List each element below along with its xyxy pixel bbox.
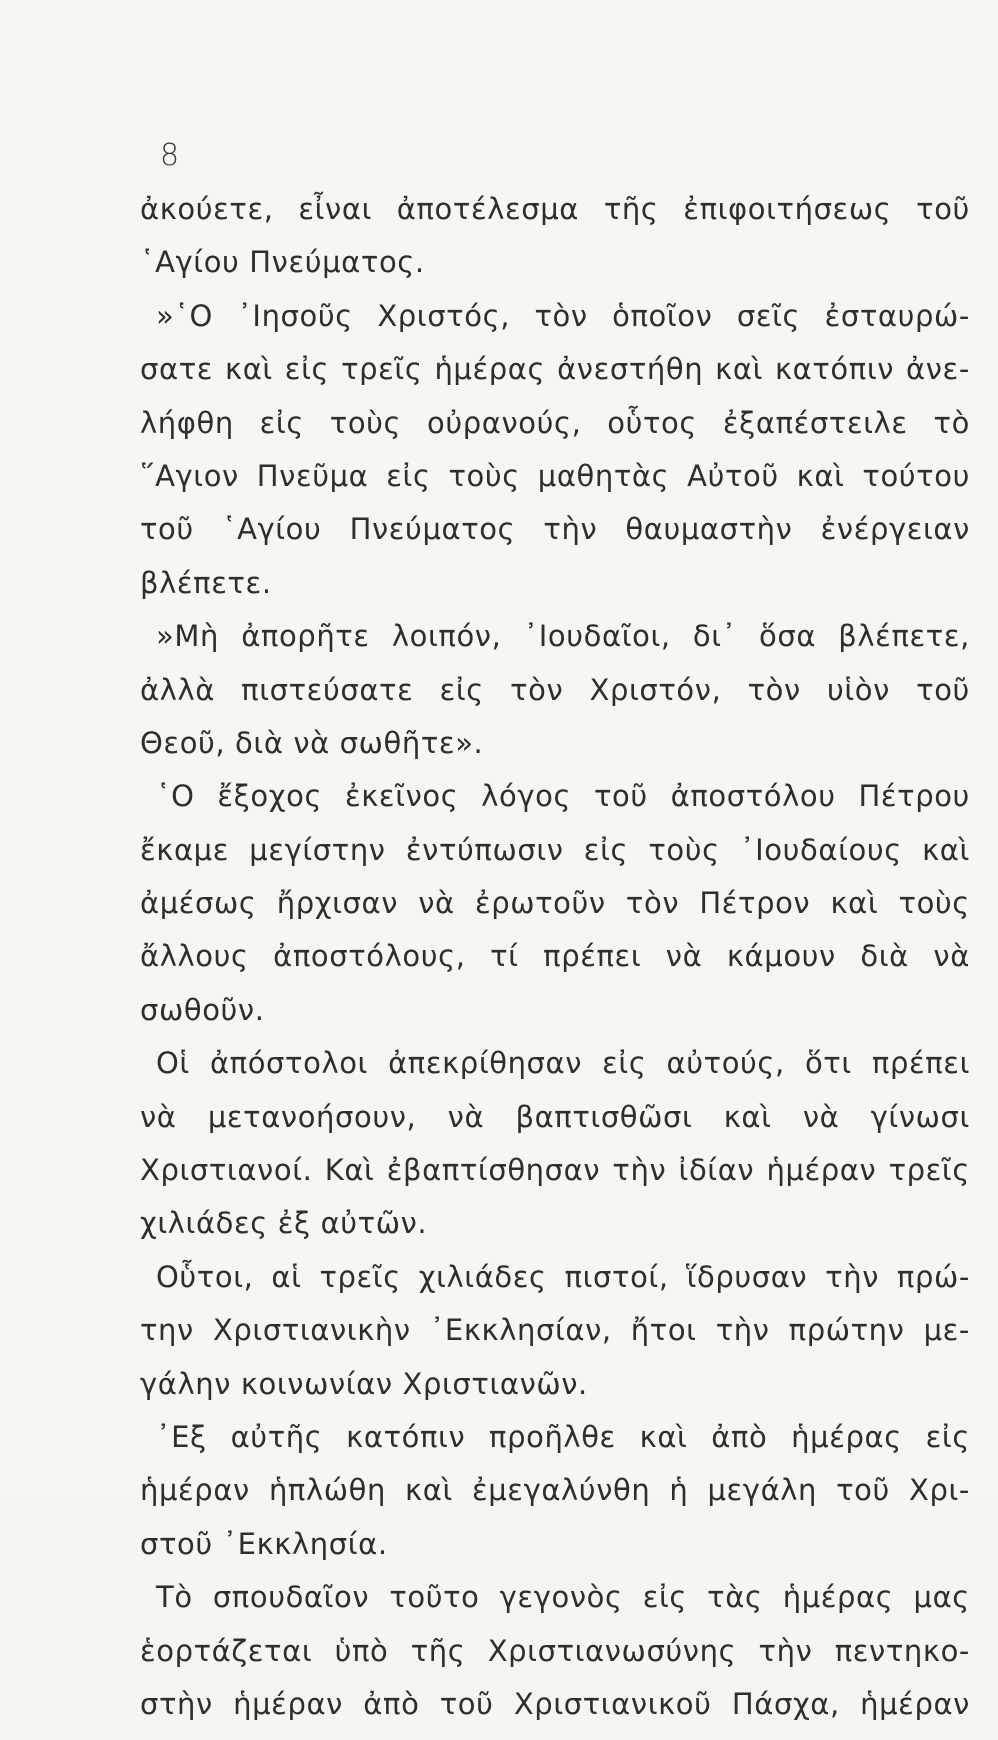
text-line xyxy=(140,512,970,565)
word: ἡμέραν xyxy=(860,1686,970,1721)
word: ἐντύπωσιν xyxy=(405,832,564,867)
word: ἤρχισαν xyxy=(276,886,398,921)
word: ἔξοχος xyxy=(217,779,323,814)
text-line-content xyxy=(156,1420,970,1454)
text-line-content xyxy=(140,1100,970,1134)
word: υἱὸν xyxy=(827,672,890,707)
word: καὶ xyxy=(922,832,970,867)
word: μαθητὰς xyxy=(537,458,670,493)
word: εἰς xyxy=(642,1580,688,1615)
word: τὸν xyxy=(510,672,564,707)
text-line xyxy=(140,192,970,245)
word: λοιπόν, xyxy=(391,619,502,654)
text-line-content xyxy=(140,192,970,226)
text-line-content xyxy=(140,939,970,973)
word: δι᾿ xyxy=(692,619,737,654)
word: Χριστός, xyxy=(377,298,511,333)
text-line xyxy=(140,1473,970,1526)
word: καὶ xyxy=(830,886,879,921)
word: τοῦ xyxy=(836,1473,890,1508)
text-line-content xyxy=(140,673,970,707)
word: ἐβαπτίσθησαν xyxy=(386,1153,601,1188)
word: ἡ xyxy=(669,1473,689,1508)
word: Τὸ xyxy=(156,1580,193,1615)
word: αὐτούς, xyxy=(666,1046,785,1081)
word: ἔκαμε xyxy=(140,832,230,867)
word: προῆλθε xyxy=(489,1419,616,1454)
word: τῆς xyxy=(410,1633,466,1668)
word: τοῦ xyxy=(916,672,970,707)
word: ᾿Εκκλησίαν, xyxy=(429,1313,612,1348)
word: ἐκεῖνος xyxy=(344,779,459,814)
word: θαυμαστὴν xyxy=(625,512,793,547)
word: Οὗτοι, xyxy=(156,1259,254,1294)
text-line xyxy=(140,833,970,886)
word: αὐτῆς xyxy=(230,1419,323,1454)
word: βαπτισθῶσι xyxy=(515,1099,693,1134)
text-line xyxy=(140,1206,970,1259)
word: ἑορτάζεται xyxy=(140,1633,313,1668)
text-line xyxy=(140,299,970,352)
word: τρεῖς xyxy=(319,1259,401,1294)
word: ἀπόστολοι xyxy=(209,1046,368,1081)
text-line xyxy=(140,1634,970,1687)
word: διὰ xyxy=(860,939,909,974)
word: σπουδαῖον xyxy=(212,1580,370,1615)
word: Χρι- xyxy=(909,1473,970,1508)
text-line-content xyxy=(140,406,970,440)
word: »῾Ο xyxy=(156,298,213,333)
word: σεῖς xyxy=(736,298,801,333)
word: ἀποστόλου xyxy=(670,779,836,814)
word: ἐπιφοιτήσεως xyxy=(683,192,892,226)
text-line xyxy=(140,1580,970,1633)
body-text xyxy=(140,192,970,1740)
text-line xyxy=(140,619,970,672)
word: πρώτην xyxy=(788,1313,905,1348)
word: τὰς xyxy=(707,1580,763,1615)
text-line-content xyxy=(140,1153,970,1187)
word: τοὺς xyxy=(898,886,970,921)
word: ἡμέραν xyxy=(766,1153,877,1188)
word: νὰ xyxy=(418,886,455,921)
word: Αὐτοῦ xyxy=(687,458,779,493)
word: τοῦ xyxy=(140,512,194,547)
word: καὶ xyxy=(715,352,763,387)
word: μεγίστην xyxy=(249,832,386,867)
word: Οἱ xyxy=(156,1046,190,1081)
text-line-content: χιλιάδες ἐξ αὐτῶν. xyxy=(140,1206,428,1241)
word: ἰδίαν xyxy=(678,1153,755,1188)
word: τὸν xyxy=(625,886,680,921)
word: τοὺς xyxy=(648,832,720,867)
text-line xyxy=(140,245,970,298)
word: τὸν xyxy=(747,672,801,707)
word: τοῦ xyxy=(593,779,648,814)
word: Χριστιανωσύνης xyxy=(487,1633,737,1668)
word: τὴν xyxy=(825,1259,879,1294)
text-line-content xyxy=(140,459,970,493)
word: ἤτοι xyxy=(630,1313,697,1348)
word: πεντηκο- xyxy=(834,1633,970,1668)
text-line-content xyxy=(156,299,970,333)
text-line xyxy=(140,1527,970,1580)
word: νὰ xyxy=(933,939,970,974)
word: πρέπει xyxy=(543,939,642,974)
word: εἰς xyxy=(925,1419,970,1454)
word: ἀποστόλους, xyxy=(273,939,466,974)
text-line-content xyxy=(140,1473,970,1507)
word: καὶ xyxy=(225,352,273,387)
word: αἱ xyxy=(271,1259,302,1294)
word: τοῦ xyxy=(439,1686,494,1721)
word: ἐμεγαλύνθη xyxy=(471,1473,651,1508)
word: εἶναι xyxy=(298,192,372,226)
text-line-content xyxy=(140,833,970,867)
word: καὶ xyxy=(796,458,845,493)
word: ἡμέρας xyxy=(434,352,546,387)
word: ἀπὸ xyxy=(711,1419,768,1454)
word: γίνωσι xyxy=(870,1099,970,1134)
text-line xyxy=(140,1046,970,1099)
word: ὁποῖον xyxy=(612,298,713,333)
word: ᾿Ιουδαίους xyxy=(740,832,902,867)
word: ῞Αγιον xyxy=(140,458,239,493)
word: τί xyxy=(490,939,519,974)
word: την xyxy=(140,1313,194,1348)
text-line-content xyxy=(156,1580,970,1614)
word: μεγάλη xyxy=(707,1473,818,1508)
word: καὶ xyxy=(405,1473,453,1508)
word: στὴν xyxy=(140,1686,213,1721)
text-line xyxy=(140,1100,970,1153)
word: τοὺς xyxy=(329,405,402,440)
word: τρεῖς xyxy=(888,1153,970,1188)
word: ἀμέσως xyxy=(140,886,257,921)
text-line xyxy=(140,1153,970,1206)
word: λόγος xyxy=(481,779,572,814)
word: εἰς xyxy=(583,832,629,867)
word: ἡπλώθη xyxy=(268,1473,386,1508)
word: πιστοί, xyxy=(564,1259,669,1294)
word: λήφθη xyxy=(140,405,234,440)
word: οὐρανούς, xyxy=(427,405,582,440)
word: ἀπὸ xyxy=(363,1686,420,1721)
word: καὶ xyxy=(723,1099,772,1134)
word: Πέτρου xyxy=(858,779,970,814)
word: κατόπιν xyxy=(774,352,895,387)
word: πρέπει xyxy=(871,1046,970,1081)
word: τὸ xyxy=(933,405,970,440)
text-line-content: Θεοῦ, διὰ νὰ σωθῆτε». xyxy=(140,725,484,760)
word: καὶ xyxy=(639,1419,688,1454)
text-line-content xyxy=(156,1046,970,1080)
word: ῾Ο xyxy=(156,779,195,814)
word: ἀποτέλεσμα xyxy=(396,192,580,226)
text-line xyxy=(140,459,970,512)
word: εἰς xyxy=(386,458,431,493)
word: ᾿Ιησοῦς xyxy=(237,298,353,333)
word: νὰ xyxy=(140,1099,177,1134)
text-line xyxy=(140,1313,970,1366)
page-number: 8 xyxy=(160,138,180,173)
word: τρεῖς xyxy=(341,352,423,387)
text-line xyxy=(140,406,970,459)
word: ὑπὸ xyxy=(334,1633,389,1668)
word: εἰς xyxy=(602,1046,647,1081)
text-line xyxy=(140,939,970,992)
text-line xyxy=(140,726,970,779)
word: χιλιάδες xyxy=(418,1259,547,1294)
word: εἰς xyxy=(439,672,484,707)
text-line-content xyxy=(156,779,970,813)
word: κάμουν xyxy=(726,939,836,974)
text-line-content xyxy=(140,886,970,920)
word: βλέπετε, xyxy=(838,619,970,654)
word: ἡμέραν xyxy=(140,1473,250,1508)
text-line xyxy=(140,886,970,939)
word: ᾿Ιουδαῖοι, xyxy=(523,619,671,654)
word: ἐνέργειαν xyxy=(820,512,970,547)
text-line-content xyxy=(156,619,970,653)
word: ἡμέρας xyxy=(782,1580,894,1615)
word: Πάσχα, xyxy=(731,1686,840,1721)
text-line-content: σωθοῦν. xyxy=(140,992,265,1027)
word: γεγονὸς xyxy=(499,1580,623,1615)
text-line xyxy=(140,352,970,405)
word: τὴν xyxy=(543,512,598,547)
word: οὗτος xyxy=(607,405,697,440)
word: νὰ xyxy=(447,1099,485,1134)
text-line-content xyxy=(140,512,970,546)
text-line xyxy=(140,993,970,1046)
text-line xyxy=(140,1420,970,1473)
word: εἰς xyxy=(284,352,330,387)
text-line-content: ῾Αγίου Πνεύματος. xyxy=(140,245,425,280)
word: νὰ xyxy=(802,1099,840,1134)
word: Χριστιανικὴν xyxy=(212,1313,411,1348)
word: ἀνε- xyxy=(906,352,970,387)
word: κατόπιν xyxy=(346,1419,466,1454)
word: ἀπεκρίθησαν xyxy=(388,1046,583,1081)
word: μας xyxy=(913,1580,970,1615)
word: εἰς xyxy=(259,405,304,440)
word: Καὶ xyxy=(324,1153,375,1188)
text-line-content xyxy=(140,1634,970,1668)
word: μετανοήσουν, xyxy=(207,1099,417,1134)
text-line-content xyxy=(140,1687,970,1721)
text-line-content xyxy=(140,1313,970,1347)
text-line xyxy=(140,1367,970,1420)
word: Πνεῦμα xyxy=(256,458,369,493)
word: ἵδρυσαν xyxy=(686,1259,808,1294)
word: ἐρωτοῦν xyxy=(474,886,606,921)
word: ἀνεστήθη xyxy=(557,352,704,387)
word: τὴν xyxy=(715,1313,770,1348)
word: ἀκούετε, xyxy=(140,192,274,226)
text-line xyxy=(140,779,970,832)
text-line xyxy=(140,1687,970,1740)
word: Χριστιανικοῦ xyxy=(513,1686,712,1721)
word: Χριστόν, xyxy=(589,672,722,707)
text-line xyxy=(140,1260,970,1313)
word: ὅτι xyxy=(804,1046,852,1081)
word: τὴν xyxy=(758,1633,813,1668)
text-line-content: γάλην κοινωνίαν Χριστιανῶν. xyxy=(140,1366,588,1401)
word: ὅσα xyxy=(759,619,817,654)
text-line xyxy=(140,673,970,726)
word: τοὺς xyxy=(448,458,520,493)
text-line-content: βλέπετε. xyxy=(140,565,272,600)
word: ἡμέραν xyxy=(233,1686,343,1721)
word: »Μὴ xyxy=(156,619,219,654)
word: ἀλλὰ xyxy=(140,672,215,707)
word: τὸν xyxy=(534,298,588,333)
word: τῆς xyxy=(603,192,659,226)
word: ἄλλους xyxy=(140,939,249,974)
text-line-content xyxy=(156,1260,970,1294)
word: με- xyxy=(923,1313,970,1348)
word: πιστεύσατε xyxy=(241,672,414,707)
text-line-content xyxy=(140,352,970,386)
word: Χριστιανοί. xyxy=(140,1153,313,1188)
word: Πέτρον xyxy=(699,886,811,921)
word: Πνεύματος xyxy=(349,512,516,547)
word: ἀπορῆτε xyxy=(241,619,370,654)
word: σατε xyxy=(140,352,214,387)
word: νὰ xyxy=(665,939,703,974)
text-line xyxy=(140,566,970,619)
word: τούτου xyxy=(862,458,970,493)
word: πρώ- xyxy=(896,1259,970,1294)
word: ᾿Εξ xyxy=(156,1419,207,1454)
text-line-content: στοῦ ᾿Εκκλησία. xyxy=(140,1526,388,1561)
word: τοῦτο xyxy=(389,1580,480,1615)
word: ἐξαπέστειλε xyxy=(722,405,908,440)
word: ἡμέρας xyxy=(791,1419,902,1454)
word: ἐσταυρώ- xyxy=(824,298,970,333)
word: τὴν xyxy=(612,1153,667,1188)
word: τοῦ xyxy=(916,192,970,226)
word: ῾Αγίου xyxy=(221,512,322,547)
